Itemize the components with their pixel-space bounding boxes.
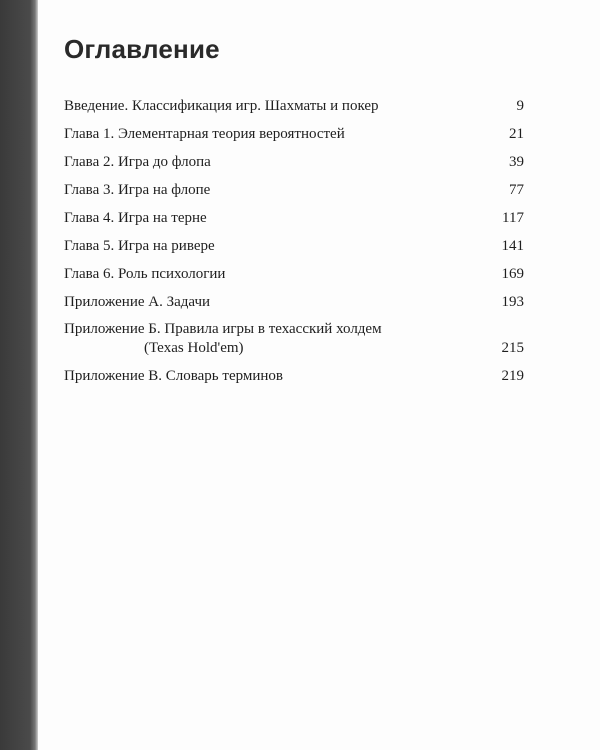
toc-entry-page: 21 (509, 126, 524, 142)
page-title: Оглавление (64, 34, 220, 64)
toc-entry-title: Глава 3. Игра на флопе (64, 182, 211, 198)
toc-entry-title-block (64, 320, 382, 358)
toc-entry-introduction (64, 92, 524, 120)
toc-entry-title: Глава 4. Игра на терне (64, 210, 207, 226)
toc-entry-chapter-1 (64, 120, 524, 148)
toc-entry-chapter-4 (64, 204, 524, 232)
toc-entry-chapter-5 (64, 232, 524, 260)
toc-entry-title: Глава 5. Игра на ривере (64, 238, 215, 254)
toc-entry-title: Введение. Классификация игр. Шахматы и покер (64, 98, 379, 114)
toc-entry-page: 219 (501, 368, 524, 384)
toc-entry-title: Приложение А. Задачи (64, 294, 211, 310)
toc-entry-chapter-3 (64, 176, 524, 204)
toc-entry-appendix-v (64, 362, 524, 390)
toc-entry-title: Приложение В. Словарь терминов (64, 368, 284, 384)
toc-entry-page: 193 (501, 294, 524, 310)
toc-entry-page: 39 (509, 154, 524, 170)
toc-entry-chapter-6 (64, 260, 524, 288)
toc-entry-page: 169 (501, 266, 524, 282)
toc-list (64, 92, 524, 390)
toc-entry-appendix-a (64, 288, 524, 316)
toc-entry-title: Глава 6. Роль психологии (64, 266, 226, 282)
toc-entry-title-line2: (Texas Hold'em) (144, 340, 244, 356)
toc-entry-title: Глава 2. Игра до флопа (64, 154, 211, 170)
toc-entry-page: 215 (501, 340, 524, 356)
toc-entry-page: 77 (509, 182, 524, 198)
toc-entry-title: Глава 1. Элементарная теория вероятностей (64, 126, 345, 142)
toc-entry-page: 141 (501, 238, 524, 254)
toc-entry-appendix-b (64, 316, 524, 362)
binding-edge (0, 0, 38, 750)
toc-entry-title: Приложение Б. Правила игры в техасский холдем (64, 321, 382, 337)
toc-entry-page: 9 (516, 98, 524, 114)
toc-container (64, 34, 524, 390)
toc-entry-page: 117 (502, 210, 524, 226)
toc-entry-chapter-2 (64, 148, 524, 176)
